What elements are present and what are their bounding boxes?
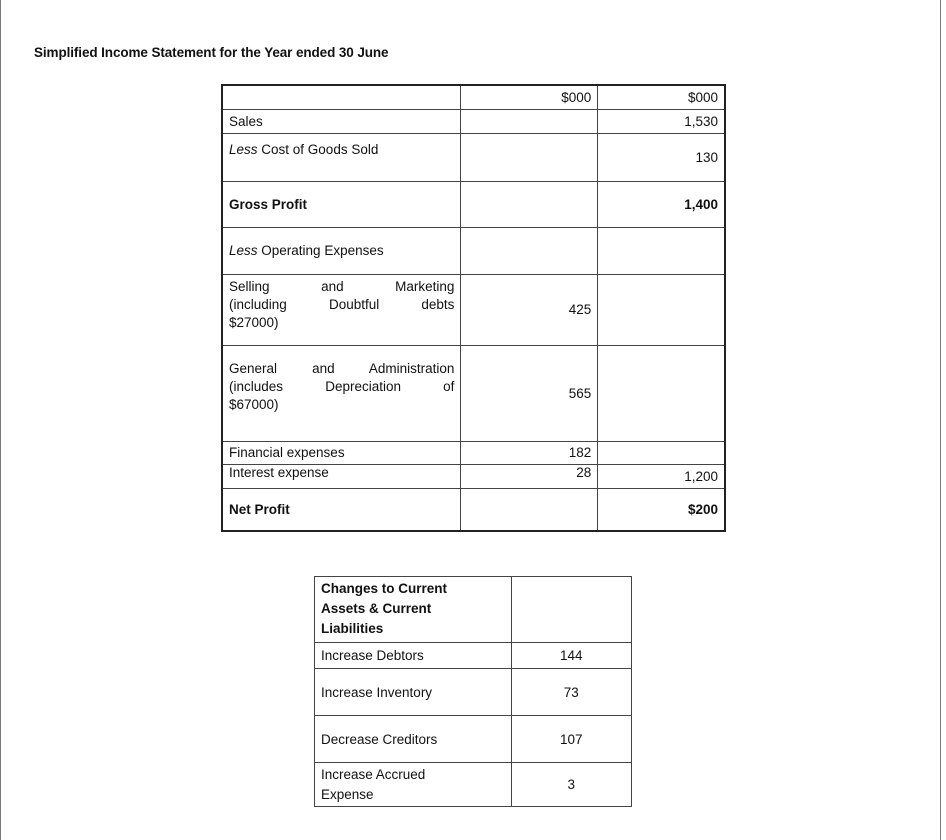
general-line2: (includes Depreciation of — [229, 378, 455, 394]
general-col3 — [598, 345, 725, 441]
income-statement-table — [221, 84, 726, 532]
opex-prefix: Less — [229, 243, 258, 258]
table-row — [315, 577, 632, 643]
table-row — [222, 464, 725, 488]
increase-accrued-value: 3 — [511, 763, 631, 807]
opex-col3 — [598, 227, 725, 274]
interest-value: 28 — [461, 464, 598, 488]
changes-header-line3: Liabilities — [321, 621, 384, 636]
net-col2 — [461, 488, 598, 531]
increase-inventory-label: Increase Inventory — [315, 669, 512, 716]
table-row — [315, 716, 632, 763]
net-profit-label: Net Profit — [222, 488, 461, 531]
selling-label — [222, 274, 461, 345]
cogs-value: 130 — [598, 133, 725, 181]
selling-value: 425 — [461, 274, 598, 345]
cogs-text: Cost of Goods Sold — [257, 141, 379, 157]
net-profit-value: $200 — [598, 488, 725, 531]
table-row — [222, 109, 725, 133]
table-row — [222, 181, 725, 227]
opex-label — [222, 227, 461, 274]
increase-accrued-line2: Expense — [321, 786, 374, 802]
changes-header-value — [511, 577, 631, 643]
changes-header-line1: Changes to Current — [321, 581, 448, 596]
table-row — [222, 227, 725, 274]
selling-line2: (including Doubtful debts — [229, 296, 455, 312]
gross-profit-label: Gross Profit — [222, 181, 461, 227]
changes-header-line2: Assets & Current — [321, 601, 432, 616]
table-row — [315, 669, 632, 716]
increase-accrued-label — [315, 763, 512, 807]
changes-header — [315, 577, 512, 643]
financial-label: Financial expenses — [222, 441, 461, 464]
cogs-label — [222, 133, 461, 181]
increase-debtors-value: 144 — [511, 643, 631, 669]
selling-line1: Selling and Marketing — [229, 278, 455, 294]
table-row — [222, 488, 725, 531]
increase-accrued-line1: Increase Accrued — [321, 766, 426, 782]
table-row — [222, 85, 725, 109]
general-line1: General and Administration — [229, 360, 455, 376]
table-row — [315, 763, 632, 807]
general-label — [222, 345, 461, 441]
table-row — [222, 345, 725, 441]
sales-value: 1,530 — [598, 109, 725, 133]
cogs-col2 — [461, 133, 598, 181]
general-value: 565 — [461, 345, 598, 441]
gross-profit-value: 1,400 — [598, 181, 725, 227]
table-row — [222, 441, 725, 464]
sales-col2 — [461, 109, 598, 133]
header-col3: $000 — [598, 85, 725, 109]
document-title: Simplified Income Statement for the Year ended 30 June — [34, 45, 389, 60]
selling-line3: $27000) — [229, 314, 279, 330]
cogs-prefix: Less — [229, 141, 258, 157]
table-row — [222, 274, 725, 345]
financial-col3 — [598, 441, 725, 464]
increase-debtors-label: Increase Debtors — [315, 643, 512, 669]
opex-col2 — [461, 227, 598, 274]
decrease-creditors-label: Decrease Creditors — [315, 716, 512, 763]
table-row — [315, 643, 632, 669]
total-expenses-value: 1,200 — [598, 464, 725, 488]
financial-value: 182 — [461, 441, 598, 464]
interest-label: Interest expense — [222, 464, 461, 488]
header-empty-cell — [222, 85, 461, 109]
working-capital-changes-table — [314, 576, 632, 807]
general-line3: $67000) — [229, 396, 279, 412]
selling-col3 — [598, 274, 725, 345]
header-col2: $000 — [461, 85, 598, 109]
decrease-creditors-value: 107 — [511, 716, 631, 763]
gross-col2 — [461, 181, 598, 227]
table-row — [222, 133, 725, 181]
sales-label: Sales — [222, 109, 461, 133]
opex-text: Operating Expenses — [257, 243, 384, 258]
increase-inventory-value: 73 — [511, 669, 631, 716]
